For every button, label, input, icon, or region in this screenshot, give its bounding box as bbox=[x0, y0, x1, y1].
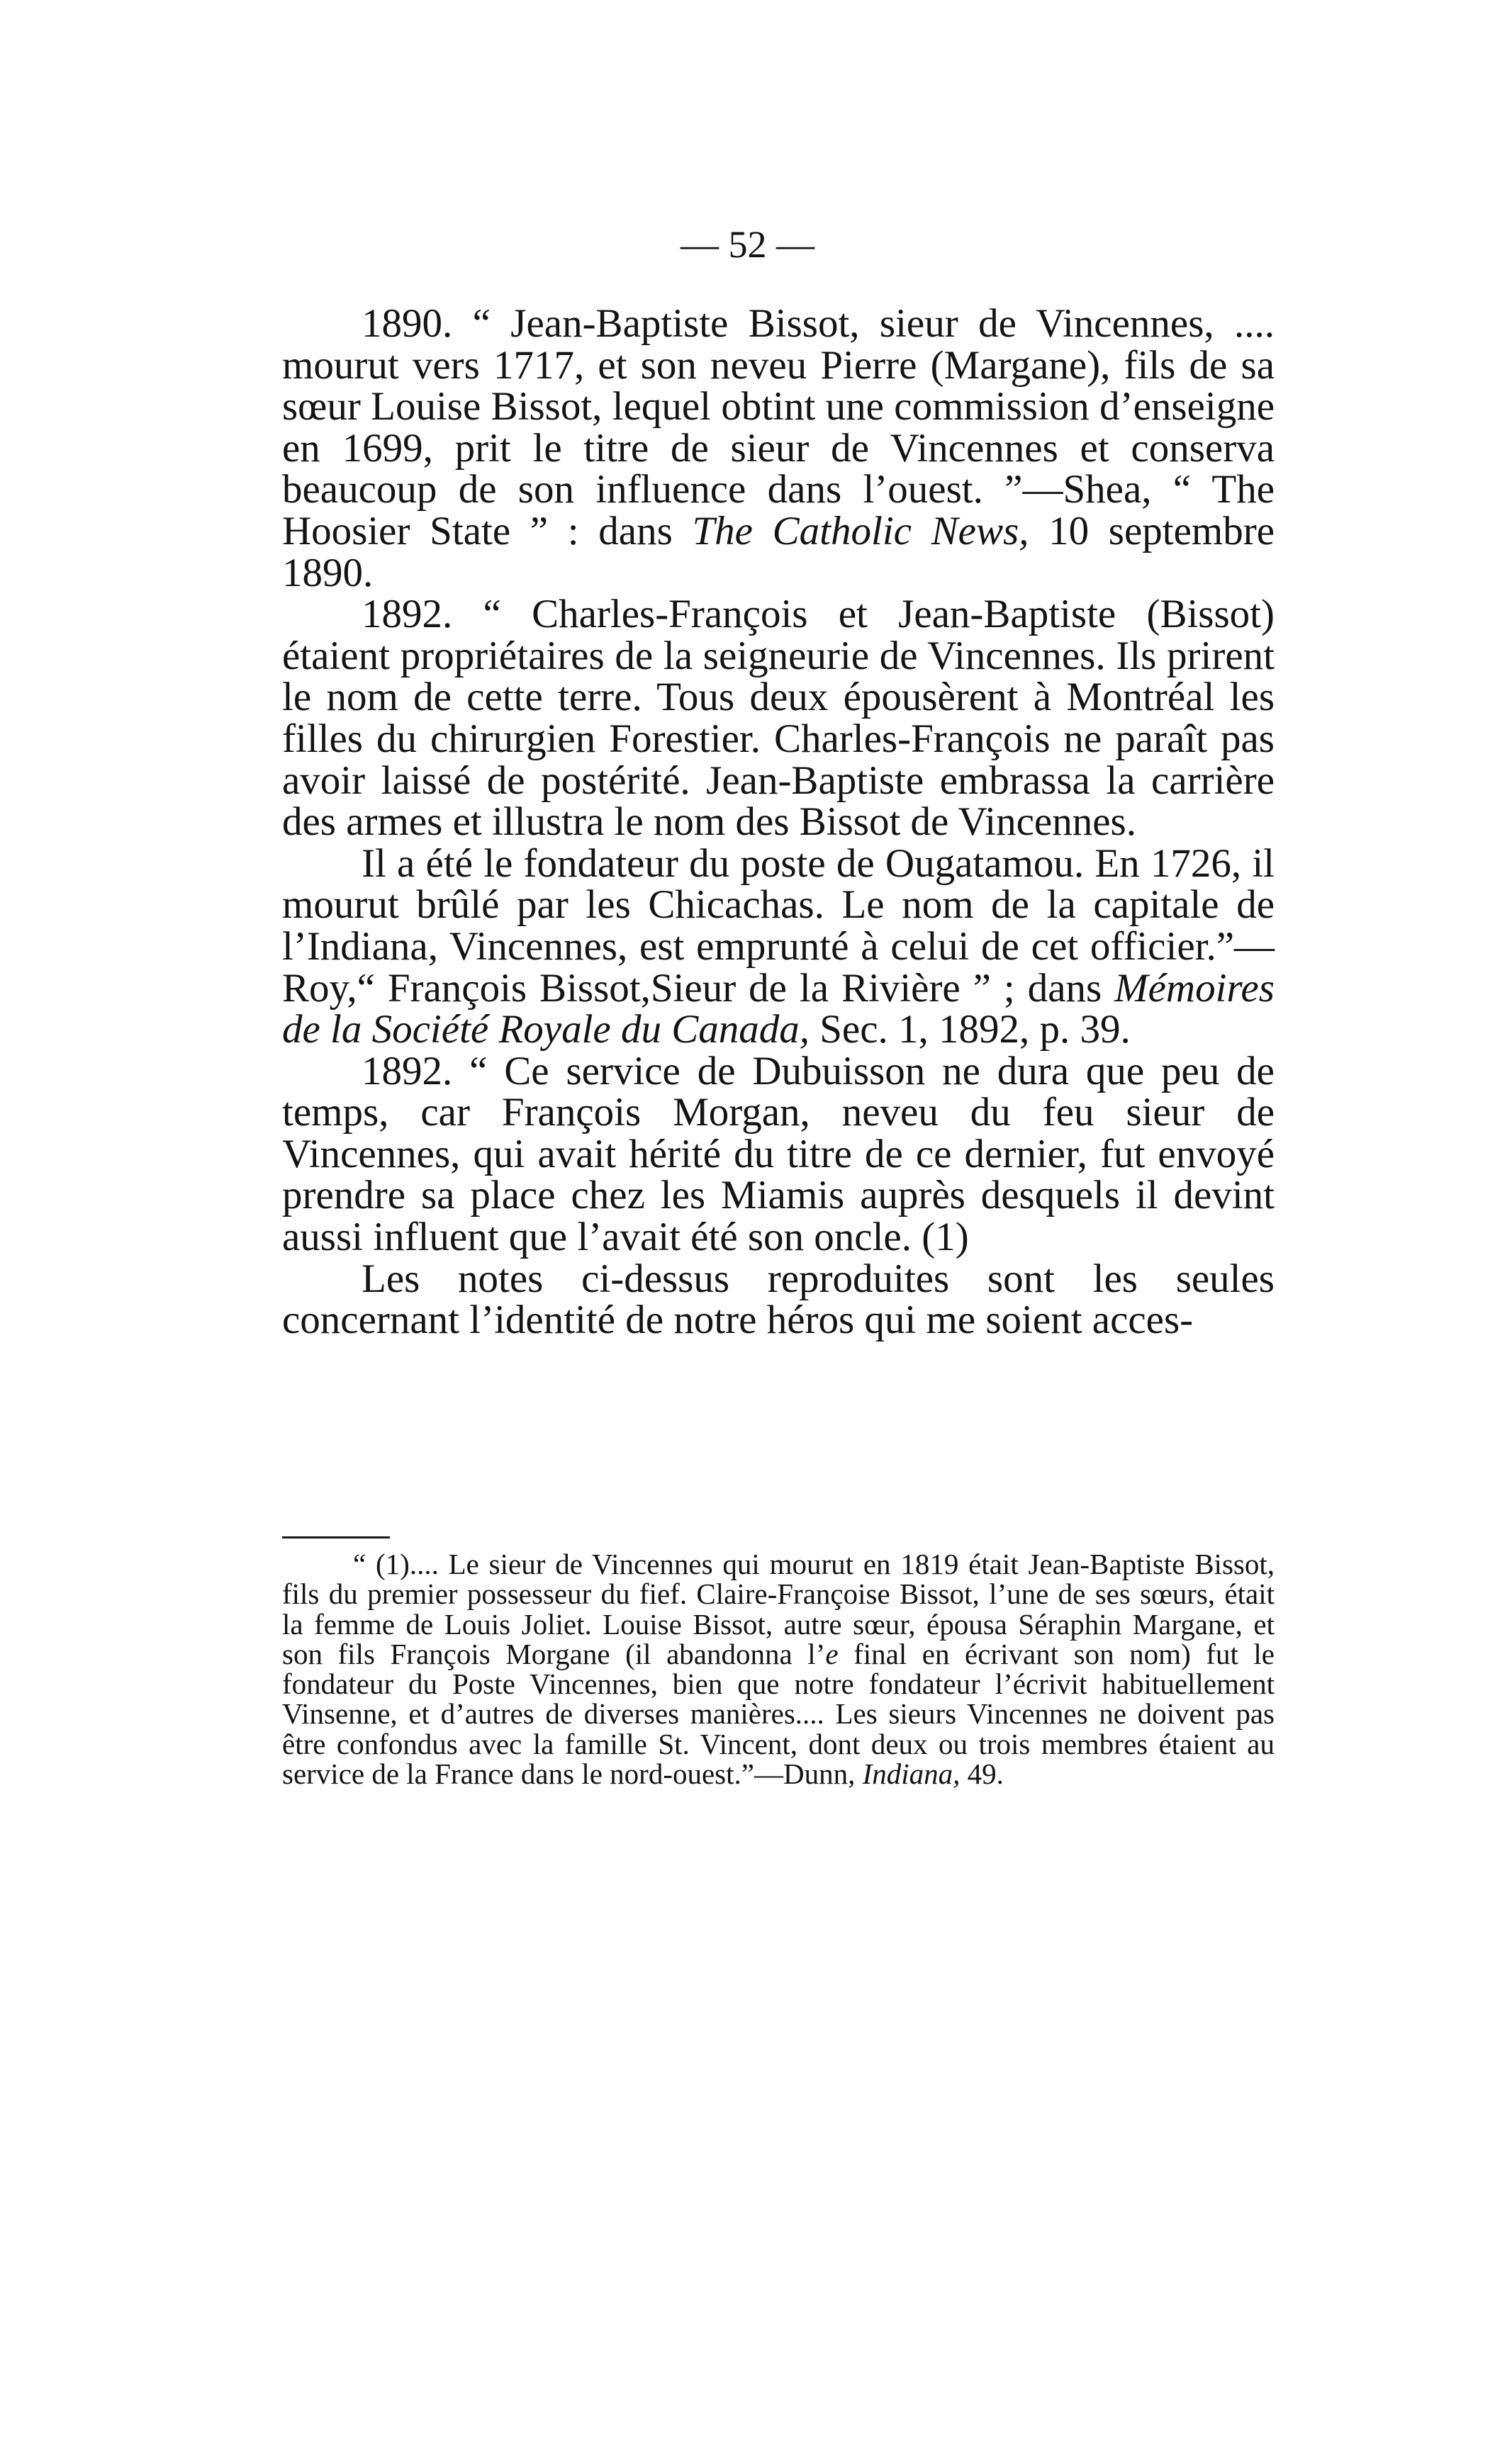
footnote-italic-letter: e bbox=[825, 1637, 839, 1670]
paragraph-text: 1892. “ Charles-François et Jean-Baptiste (Bissot) étaient propriétaires de la seigneurie de Vincennes. Ils prirent le nom de cette terre. Tous deux épousèrent à Montréal les filles du chirurgien Forestier. Charles-François ne paraît pas avoir laissé de postérité. Jean-Baptiste embrassa la carrière des armes et illustra le nom des Bissot de Vincennes. bbox=[282, 592, 1275, 845]
footnote-citation-title: Indiana, bbox=[862, 1757, 961, 1791]
paragraph-text: Il a été le fondateur du poste de Ougatamou. En 1726, il mourut brûlé par les Chicachas. Le nom de la capitale de l’Indiana, Vincennes, est emprunté à celui de cet officier.”—Roy,“ François Bissot,Sieur de la Rivière ” ; dans bbox=[282, 840, 1275, 1011]
paragraph-1892-dubuisson bbox=[282, 1048, 1275, 1260]
page-number: — 52 — bbox=[681, 223, 814, 266]
paragraph-1890-shea bbox=[282, 303, 1275, 594]
paragraph-text: Les notes ci-dessus reproduites sont les seules concernant l’identité de notre héros qui me soient acces- bbox=[282, 1256, 1275, 1343]
paragraph-text: 1890. “ Jean-Baptiste Bissot, sieur de Vincennes, .... mourut vers 1717, et son neveu Pierre (Margane), fils de sa sœur Louise Bissot, lequel obtint une commission d’enseigne en 1699, prit le titre de sieur de Vincennes et conserva beaucoup de son influence dans l’ouest. ”—Shea, “ The Hoosier State ” : dans bbox=[282, 301, 1275, 553]
paragraph-1892-roy bbox=[282, 594, 1275, 843]
paragraph-text: 10 septembre 1890. bbox=[282, 508, 1275, 595]
paragraph-ougatamou bbox=[282, 840, 1275, 1052]
paragraph-text: Sec. 1, 1892, p. 39. bbox=[809, 1007, 1131, 1052]
footnote-segment: 49. bbox=[960, 1757, 1004, 1791]
citation-title: The Catholic News, bbox=[692, 508, 1029, 553]
footnote bbox=[282, 1549, 1275, 1789]
footnote-segment: final en écrivant son nom) fut le fondateur du Poste Vincennes, bien que notre fondateur l’écrivit habituellement Vinsenne, et d’autres de diverses manières.... Les sieurs Vincennes ne doivent pas être confondus avec la famille St. Vincent, dont deux ou trois membres étaient au service de la France dans le nord-ouest.”—Dunn, bbox=[282, 1637, 1275, 1791]
paragraph-text: 1892. “ Ce service de Dubuisson ne dura que peu de temps, car François Morgan, neveu du feu sieur de Vincennes, qui avait hérité du titre de ce dernier, fut envoyé prendre sa place chez les Miamis auprès desquels il devint aussi influent que l’avait été son oncle. (1) bbox=[282, 1048, 1275, 1260]
footnote-segment: “ (1).... Le sieur de Vincennes qui mourut en 1819 était Jean-Baptiste Bissot, fils du premier possesseur du fief. Claire-Françoise Bissot, l’une de ses sœurs, était la femme de Louis Joliet. Louise Bissot, autre sœur, épousa Séraphin Margane, et son fils François Morgane (il abandonna l’ bbox=[282, 1548, 1275, 1670]
footnote-divider bbox=[282, 1536, 390, 1538]
paragraph-notes bbox=[282, 1256, 1275, 1343]
citation-title: Mémoires de la Société Royale du Canada, bbox=[282, 965, 1275, 1052]
main-text bbox=[282, 303, 1275, 1341]
footnote-text bbox=[282, 1549, 1275, 1789]
